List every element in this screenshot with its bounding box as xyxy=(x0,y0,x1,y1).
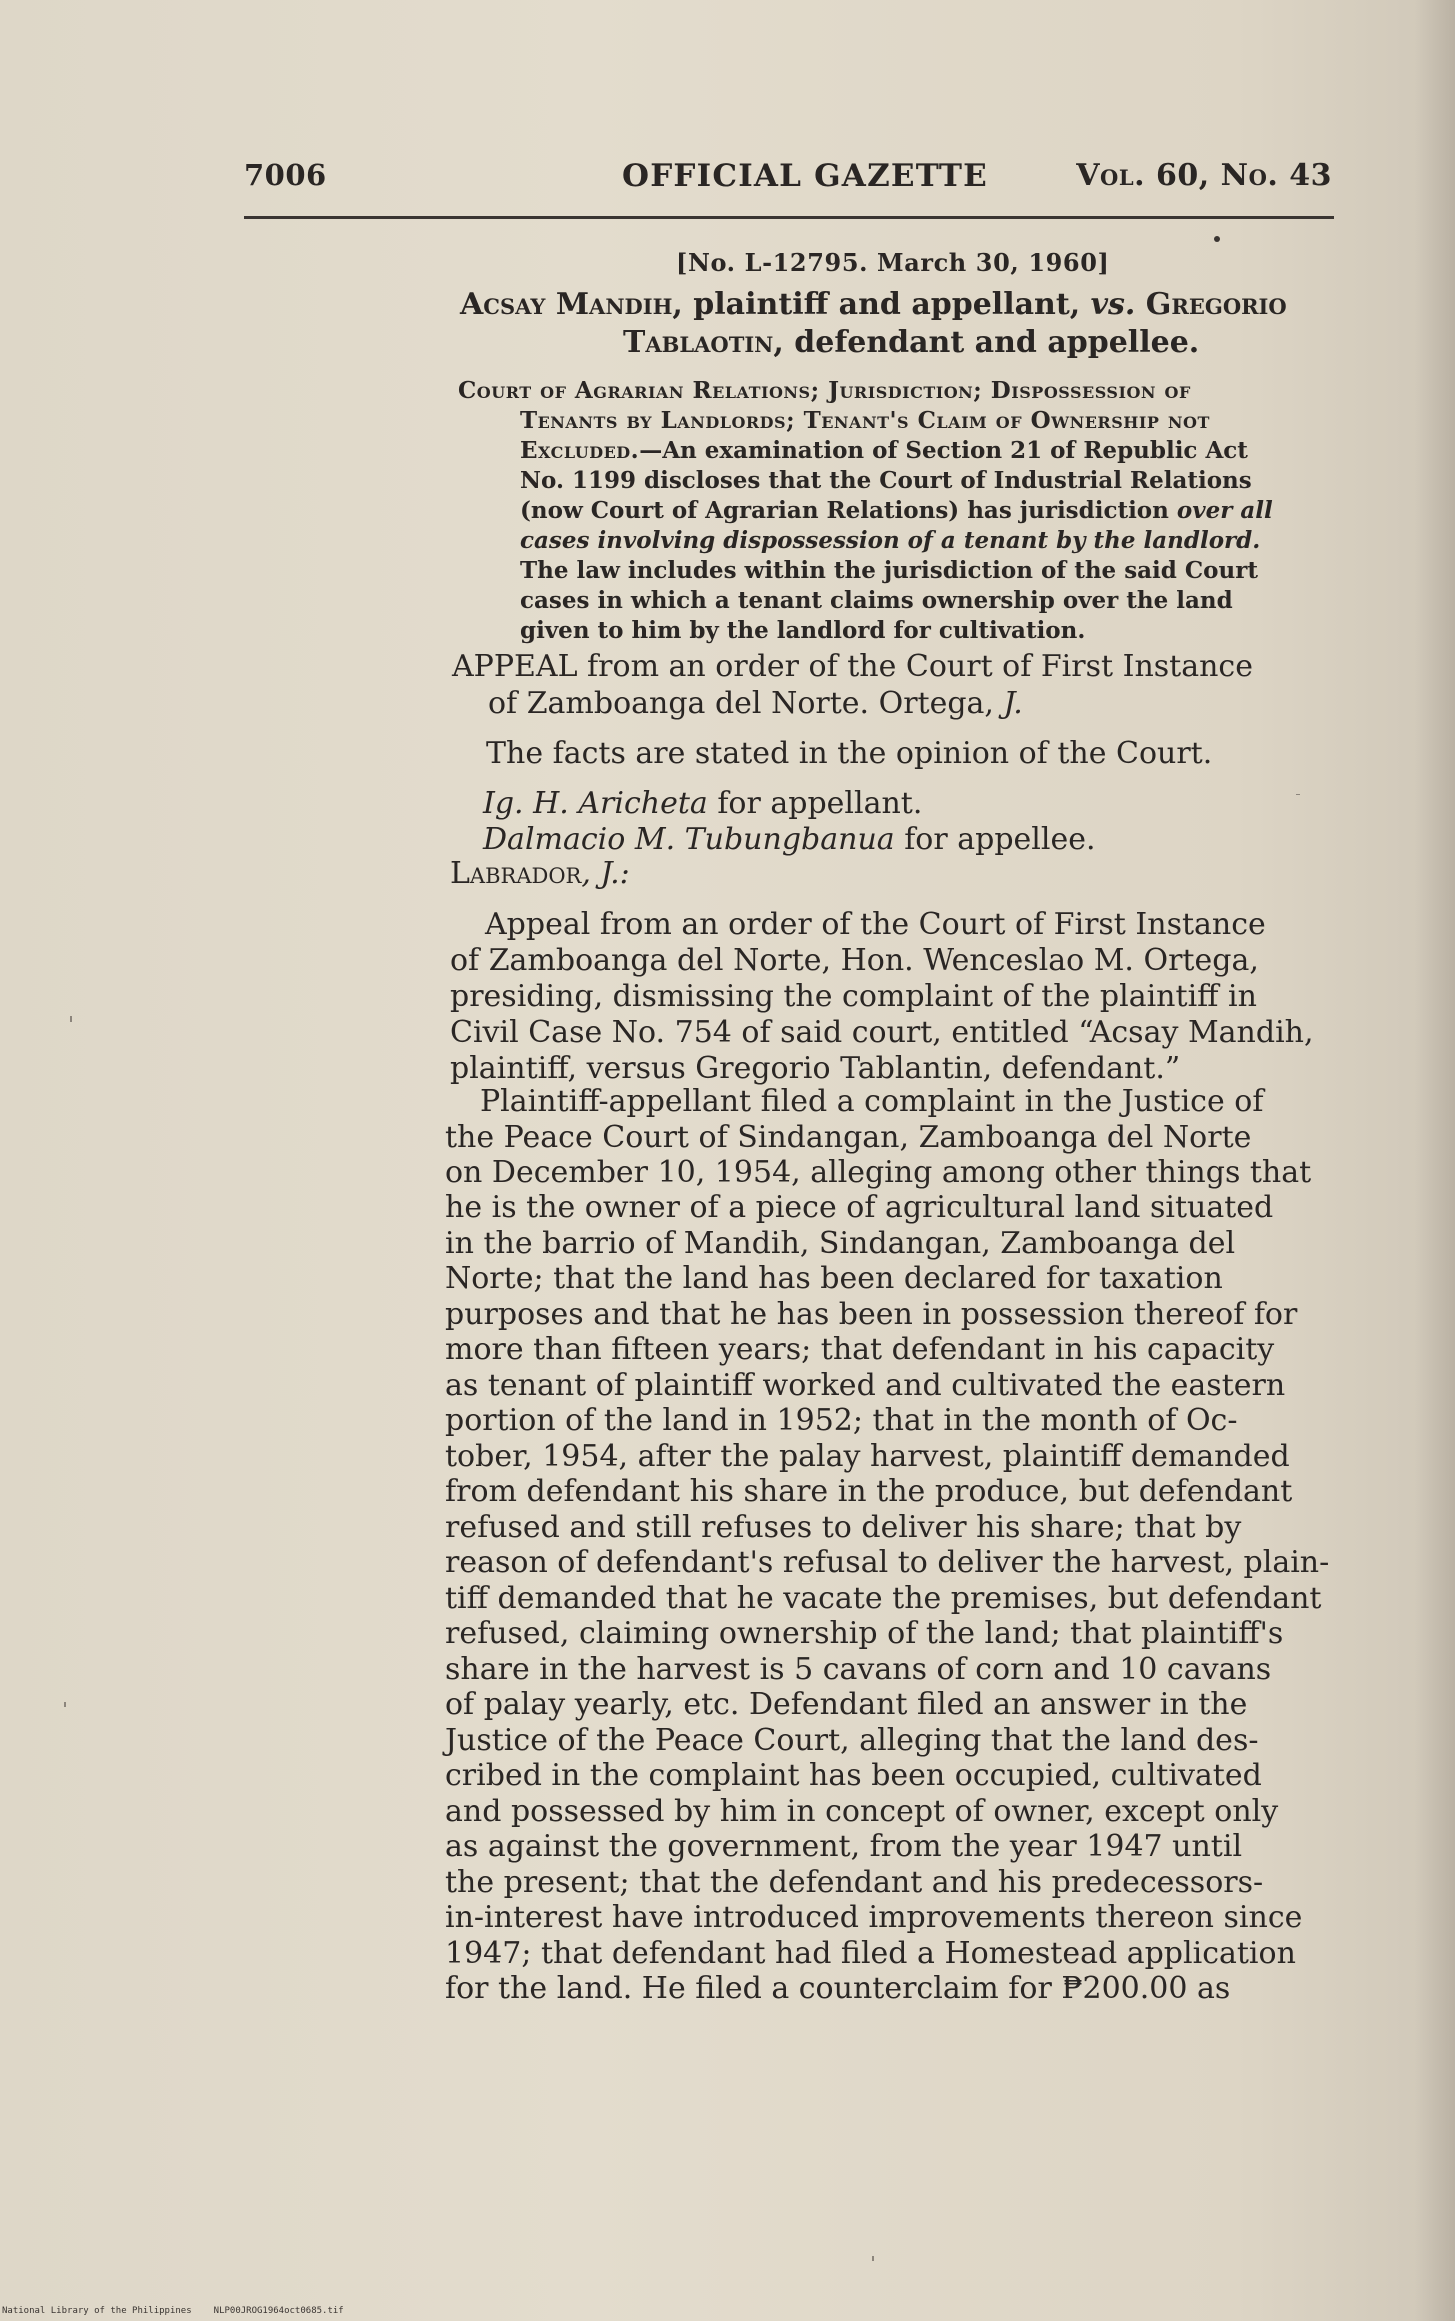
appellee-counsel-name: Dalmacio M. Tubungbanua xyxy=(483,822,895,857)
syllabus-line-3 xyxy=(520,436,1248,466)
facts-note: The facts are stated in the opinion of the Court. xyxy=(486,736,1213,771)
syllabus-line-4: No. 1199 discloses that the Court of Industrial Relations xyxy=(520,467,1252,494)
syllabus-headnote: Court of Agrarian Relations; Jurisdiction; Dispossession of xyxy=(458,377,1191,404)
opinion-p2-line: the Peace Court of Sindangan, Zamboanga del Norte xyxy=(445,1120,1252,1155)
opinion-p2-line: reason of defendant's refusal to deliver the harvest, plain- xyxy=(445,1545,1330,1580)
syllabus-line-5 xyxy=(520,496,1273,526)
scan-filename: NLP00JROG1964oct0685.tif xyxy=(213,2306,344,2316)
opinion-p2-line: tober, 1954, after the palay harvest, plaintiff demanded xyxy=(445,1439,1290,1474)
opinion-p2-line: portion of the land in 1952; that in the month of Oc- xyxy=(445,1403,1238,1438)
syllabus-italic: cases involving dispossession of a tenant by the landlord. xyxy=(520,527,1261,554)
case-docket: [No. L-12795. March 30, 1960] xyxy=(676,248,1110,277)
defendant-last-name: Tablaotin xyxy=(623,325,774,360)
publication-title: OFFICIAL GAZETTE xyxy=(622,158,988,194)
opinion-p2-line: in the barrio of Mandih, Sindangan, Zamboanga del xyxy=(445,1226,1236,1261)
counsel-appellant xyxy=(483,786,922,822)
scan-library: National Library of the Philippines xyxy=(2,2306,192,2316)
defendant-role: , defendant and appellee. xyxy=(773,325,1200,360)
opinion-p2-line: 1947; that defendant had filed a Homestead application xyxy=(445,1936,1296,1971)
syllabus-line-7: The law includes within the jurisdiction of the said Court xyxy=(520,557,1258,584)
scan-mark xyxy=(64,1702,66,1707)
syllabus-line-6 xyxy=(520,526,1260,556)
ink-speck xyxy=(1214,236,1220,242)
opinion-p2-line: of palay yearly, etc. Defendant filed an answer in the xyxy=(445,1687,1248,1722)
opinion-p2-line: purposes and that he has been in possession thereof for xyxy=(445,1297,1298,1332)
opinion-p2-line: the present; that the defendant and his predecessors- xyxy=(445,1865,1264,1900)
scan-mark xyxy=(872,2256,874,2261)
opinion-p1-line: of Zamboanga del Norte, Hon. Wenceslao M. Ortega, xyxy=(450,943,1259,978)
opinion-p2-line: more than fifteen years; that defendant in his capacity xyxy=(445,1332,1275,1367)
plaintiff-name: Acsay Mandih xyxy=(460,287,673,322)
syllabus-line-9: given to him by the landlord for cultivation. xyxy=(520,617,1086,644)
page-header xyxy=(244,158,1332,204)
syllabus-line-8: cases in which a tenant claims ownership over the land xyxy=(520,587,1233,614)
opinion-p2-line: as against the government, from the year 1947 until xyxy=(445,1829,1243,1864)
appeal-judge-suffix: J. xyxy=(1003,686,1023,721)
opinion-p2-line: in-interest have introduced improvements thereon since xyxy=(445,1900,1303,1935)
appellee-counsel-role: for appellee. xyxy=(894,822,1096,857)
justice-name: Labrador xyxy=(450,856,582,891)
syllabus-text: (now Court of Agrarian Relations) has jurisdiction xyxy=(520,497,1177,524)
syllabus-italic: over all xyxy=(1176,497,1273,524)
opinion-p2-line: refused and still refuses to deliver his share; that by xyxy=(445,1510,1242,1545)
syllabus-headnote-end: Excluded. xyxy=(520,437,640,464)
counsel-appellee xyxy=(483,822,1096,858)
appeal-note-line-1: APPEAL from an order of the Court of First Instance xyxy=(452,649,1253,684)
opinion-p2-line: Norte; that the land has been declared for taxation xyxy=(445,1261,1223,1296)
header-rule xyxy=(244,216,1334,219)
page-edge-shadow xyxy=(1415,0,1455,2321)
opinion-p2-line: tiff demanded that he vacate the premises, but defendant xyxy=(445,1581,1322,1616)
appellant-counsel-name: Ig. H. Aricheta xyxy=(483,786,708,821)
parties-line-1 xyxy=(460,286,1287,324)
opinion-p2-line: as tenant of plaintiff worked and cultivated the eastern xyxy=(445,1368,1286,1403)
syllabus-headnote-cont: Tenants by Landlords; Tenant's Claim of Ownership not xyxy=(520,407,1210,434)
opinion-p2-line: Justice of the Peace Court, alleging that the land des- xyxy=(445,1723,1259,1758)
syllabus-line-1 xyxy=(458,376,1191,406)
opinion-p1-line: Civil Case No. 754 of said court, entitled “Acsay Mandih, xyxy=(450,1015,1314,1050)
versus: vs. xyxy=(1090,287,1136,322)
page-number: 7006 xyxy=(244,158,327,192)
opinion-p1-line: Appeal from an order of the Court of First Instance xyxy=(485,907,1266,942)
scan-mark xyxy=(1296,794,1300,795)
opinion-p2-line: cribed in the complaint has been occupied, cultivated xyxy=(445,1758,1262,1793)
opinion-p2-line: for the land. He filed a counterclaim for ₱200.00 as xyxy=(445,1971,1231,2006)
volume-issue: Vol. 60, No. 43 xyxy=(1076,158,1332,193)
scan-mark xyxy=(70,1016,72,1022)
appeal-court: of Zamboanga del Norte. Ortega, xyxy=(488,686,1004,721)
appeal-note-line-2 xyxy=(488,686,1023,722)
opinion-p2-line: from defendant his share in the produce, but defendant xyxy=(445,1474,1293,1509)
justice-suffix: , J.: xyxy=(581,856,630,891)
opinion-p2-line: refused, claiming ownership of the land; that plaintiff's xyxy=(445,1616,1284,1651)
opinion-p2-line: and possessed by him in concept of owner, except only xyxy=(445,1794,1279,1829)
defendant-first-name: Gregorio xyxy=(1135,287,1287,322)
parties-line-2 xyxy=(623,324,1199,362)
appellant-counsel-role: for appellant. xyxy=(707,786,923,821)
opinion-p1-line: plaintiff, versus Gregorio Tablantin, defendant.” xyxy=(450,1051,1181,1086)
syllabus-line-2 xyxy=(520,406,1210,436)
syllabus-text: —An examination of Section 21 of Republic Act xyxy=(639,437,1248,464)
scan-credit xyxy=(2,2306,344,2316)
opinion-p1-line: presiding, dismissing the complaint of the plaintiff in xyxy=(450,979,1257,1014)
plaintiff-role: , plaintiff and appellant, xyxy=(672,287,1091,322)
opinion-p2-line: share in the harvest is 5 cavans of corn and 10 cavans xyxy=(445,1652,1272,1687)
opinion-p2-line: Plaintiff-appellant filed a complaint in the Justice of xyxy=(480,1084,1264,1119)
ponente xyxy=(450,856,630,892)
opinion-p2-line: he is the owner of a piece of agricultural land situated xyxy=(445,1190,1274,1225)
opinion-p2-line: on December 10, 1954, alleging among other things that xyxy=(445,1155,1312,1190)
